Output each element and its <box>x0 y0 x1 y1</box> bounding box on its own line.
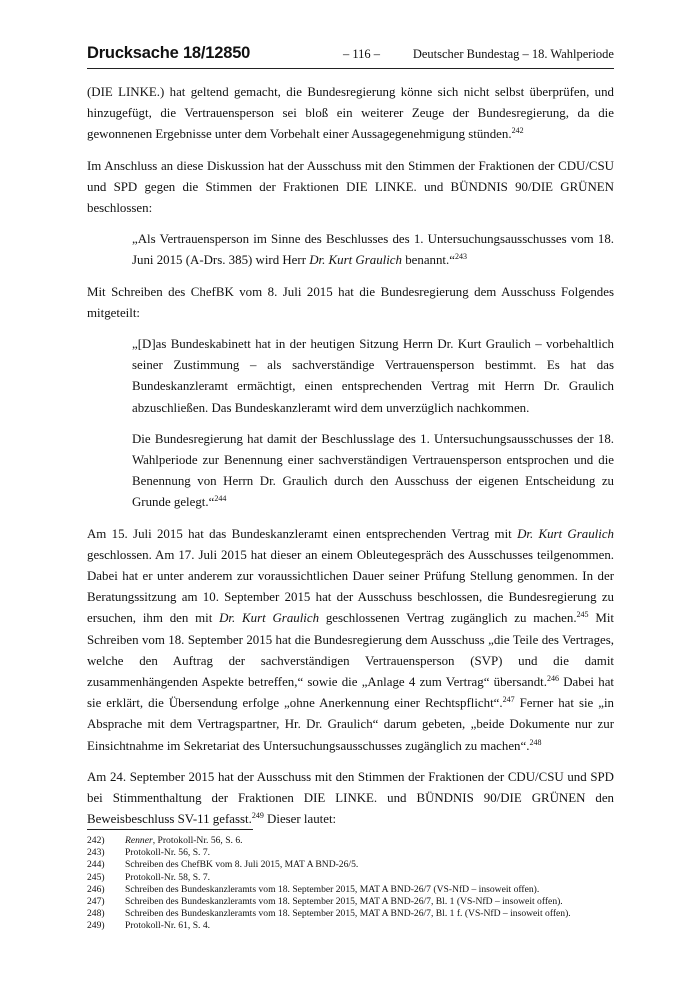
footnote-number: 242) <box>87 835 105 846</box>
page-body <box>87 82 614 841</box>
paragraph-1: (DIE LINKE.) hat geltend gemacht, die Bundesregierung könne sich nicht selbst überprüfen, und hinzugefügt, die Vertrauensperson sei bloß ein weiterer Zeuge der Bundesregierung, da die gewonnenen Ergebnisse unter dem Vorbehalt einer Aussagegenehmigung stünden.$^{242}$ <box>87 85 614 142</box>
footnote-item: 248) Schreiben des Bundeskanzleramts vom 18. September 2015, MAT A BND-26/7, Bl. 1 f. (VS-NfD – insoweit offen). <box>87 908 571 920</box>
page-number: – 116 – <box>343 47 381 61</box>
footnote-number: 248) <box>87 908 105 920</box>
person-name: Dr. Kurt Graulich <box>309 253 402 268</box>
footnote-item: 246) Schreiben des Bundeskanzleramts vom 18. September 2015, MAT A BND-26/7 (VS-NfD – insoweit offen). <box>87 883 540 895</box>
paragraph-4: Am 15. Juli 2015 hat das Bundeskanzleramt einen entsprechenden Vertrag mit Dr. Kurt Graulich geschlossen. Am 17. Juli 2015 hat dieser an einem Obleutegespräch des Ausschusses teilgenommen. Dabei hat er unter anderem zur voraussichtlichen Dauer seiner Prüfung Stellung genommen. In der Beratungssitzung am 10. September 2015 hat der Ausschuss beschlossen, die Bundesregierung zu ersuchen, ihm den mit Dr. Kurt Graulich geschlossenen Vertrag zugänglich zu machen.$^{245}$ Mit Schreiben vom 18. September 2015 hat die Bundesregierung dem Ausschuss „die Teile des Vertrages, welche den Auftrag der sachverständigen Vertrauensperson (SVP) und die damit zusammenhängenden Aspekte betreffen,“ sowie die „Anlage 4 zum Vertrag“ übersandt.$^{246}$ Dabei hat sie erklärt, die Übersendung erfolge „ohne Anerkennung einer Rechtspflicht“.$^{247}$ Ferner hat sie „in Absprache mit dem Vertragspartner, Hr. Dr. Graulich“ darum gebeten, „beide Dokumente nur zur Einsichtnahme im Sekretariat des Untersuchungsausschusses zugänglich zu machen“.$^{248}$ <box>87 526 614 753</box>
quote-2-paragraph-1: „[D]as Bundeskabinett hat in der heutigen Sitzung Herrn Dr. Kurt Graulich – vorbehaltlich seiner Zustimmung – als sachverständige Vertrauensperson bestimmt. Es hat das Bundeskanzleramt ermächtigt, einen entsprechenden Vertrag mit Herrn Dr. Graulich abzuschließen. Das Bundeskanzleramt wird dem unverzüglich nachkommen. <box>132 337 614 415</box>
footnote-item: 242) Renner, Protokoll-Nr. 56, S. 6. <box>87 835 243 846</box>
footnote-ref[interactable]: 249 <box>251 811 264 821</box>
footnote-number: 244) <box>87 859 105 871</box>
page-header <box>87 42 614 69</box>
footnote-number: 245) <box>87 871 105 883</box>
person-name: Dr. Kurt Graulich <box>219 611 320 626</box>
footnote-author: Renner <box>125 835 153 846</box>
footnote-number: 249) <box>87 920 105 932</box>
footnote-number: 247) <box>87 896 105 908</box>
footnote-number: 246) <box>87 883 105 895</box>
footnote-ref[interactable]: 243 <box>454 252 467 262</box>
footnote-ref[interactable]: 245 <box>576 610 589 620</box>
footnote-ref[interactable]: 244 <box>214 494 227 504</box>
quote-2 <box>132 334 614 514</box>
footnote-item: 249) Protokoll-Nr. 61, S. 4. <box>87 920 211 932</box>
footnote-item: 244) Schreiben des ChefBK vom 8. Juli 2015, MAT A BND-26/5. <box>87 859 359 871</box>
footnote-item: 243) Protokoll-Nr. 56, S. 7. <box>87 847 211 859</box>
quote-2-paragraph-2: Die Bundesregierung hat damit der Beschlusslage des 1. Untersuchungsausschusses der 18. Wahlperiode zur Benennung einer sachverständigen Vertrauensperson entsprochen und die Benennung von Herrn Dr. Graulich durch den Ausschuss der eigenen Entscheidung zu Grunde gelegt.“$^{244}$ <box>132 431 614 510</box>
footnote-separator <box>87 829 253 830</box>
paragraph-3: Mit Schreiben des ChefBK vom 8. Juli 2015 hat die Bundesregierung dem Ausschuss Folgendes mitgeteilt: <box>87 284 614 320</box>
footnotes <box>87 835 614 933</box>
publisher-title: Deutscher Bundestag – 18. Wahlperiode <box>412 47 614 61</box>
footnote-ref[interactable]: 246 <box>547 674 559 684</box>
footnote-ref[interactable]: 247 <box>502 695 515 705</box>
footnote-item: 245) Protokoll-Nr. 58, S. 7. <box>87 871 211 883</box>
paragraph-2: Im Anschluss an diese Diskussion hat der Ausschuss mit den Stimmen der Fraktionen der CDU/CSU und SPD gegen die Stimmen der Fraktionen DIE LINKE. und BÜNDNIS 90/DIE GRÜNEN beschlossen: <box>87 158 614 216</box>
footnote-number: 243) <box>87 847 105 859</box>
footnote-ref[interactable]: 242 <box>511 126 524 136</box>
quote-1: „Als Vertrauensperson im Sinne des Beschlusses des 1. Untersuchungsausschusses vom 18. Juni 2015 (A-Drs. 385) wird Herr Dr. Kurt Graulich benannt.“$^{243}$ <box>132 232 614 268</box>
footnote-ref[interactable]: 248 <box>529 737 542 747</box>
footnote-item: 247) Schreiben des Bundeskanzleramts vom 18. September 2015, MAT A BND-26/7, Bl. 1 (VS-NfD – insoweit offen). <box>87 896 563 908</box>
person-name: Dr. Kurt Graulich <box>517 526 614 541</box>
paragraph-5: Am 24. September 2015 hat der Ausschuss mit den Stimmen der Fraktionen der CDU/CSU und SPD bei Stimmenthaltung der Fraktionen DIE LINKE. und BÜNDNIS 90/DIE GRÜNEN den Beweisbeschluss SV-11 gefasst.$^{249}$ Dieser lautet: <box>87 769 614 827</box>
drucksache-number: Drucksache 18/12850 <box>87 44 251 62</box>
